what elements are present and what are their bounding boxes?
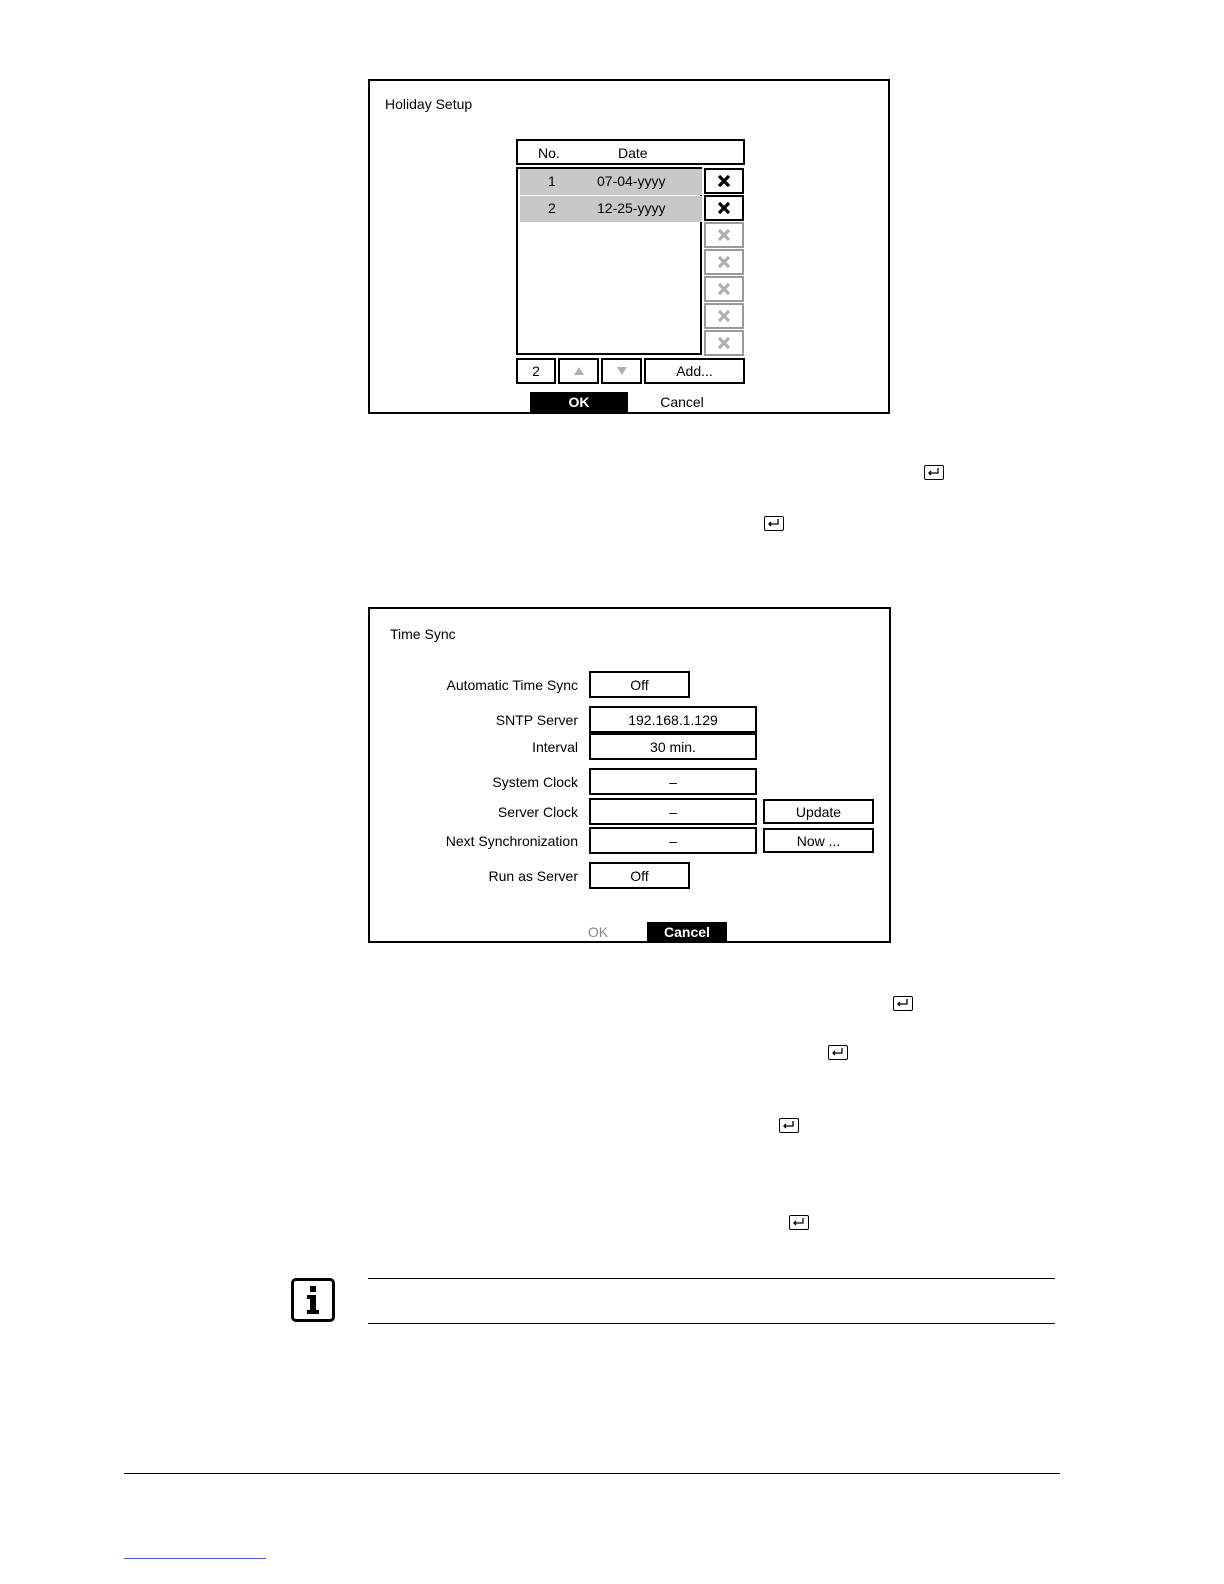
automatic-time-sync-toggle[interactable]: Off	[589, 671, 690, 698]
item-count: 2	[516, 358, 556, 384]
info-icon	[291, 1278, 335, 1322]
close-icon	[717, 336, 731, 350]
enter-key-icon	[893, 996, 913, 1011]
next-synchronization-label: Next Synchronization	[445, 833, 578, 849]
server-clock-value: –	[589, 798, 757, 825]
close-icon	[717, 174, 731, 188]
enter-key-icon	[924, 465, 944, 480]
run-as-server-toggle[interactable]: Off	[589, 862, 690, 889]
column-header-date: Date	[618, 145, 648, 161]
time-sync-dialog	[368, 607, 891, 943]
delete-row-button	[704, 222, 744, 248]
holiday-list	[516, 167, 702, 355]
cancel-button[interactable]: Cancel	[660, 394, 704, 410]
scroll-up-button[interactable]	[558, 358, 599, 384]
triangle-down-icon	[616, 366, 628, 376]
enter-key-icon	[764, 516, 784, 531]
dialog-title: Time Sync	[390, 626, 456, 642]
close-icon	[717, 255, 731, 269]
sntp-server-field[interactable]: 192.168.1.129	[589, 706, 757, 733]
server-clock-label: Server Clock	[497, 804, 578, 820]
row-date: 12-25-yyyy	[597, 200, 666, 216]
table-header	[516, 139, 745, 165]
system-clock-label: System Clock	[492, 774, 578, 790]
close-icon	[717, 282, 731, 296]
scroll-down-button[interactable]	[601, 358, 642, 384]
close-icon	[717, 228, 731, 242]
run-as-server-label: Run as Server	[488, 868, 578, 884]
enter-key-icon	[789, 1215, 809, 1230]
delete-row-button	[704, 249, 744, 275]
add-button[interactable]: Add...	[644, 358, 745, 384]
interval-select[interactable]: 30 min.	[589, 733, 757, 760]
next-synchronization-value: –	[589, 827, 757, 854]
enter-key-icon	[779, 1118, 799, 1133]
ok-button[interactable]: OK	[530, 392, 628, 412]
delete-row-button	[704, 276, 744, 302]
holiday-setup-dialog	[368, 79, 890, 414]
close-icon	[717, 201, 731, 215]
row-no: 1	[548, 173, 556, 189]
row-no: 2	[548, 200, 556, 216]
footer-link-underline	[124, 1558, 266, 1559]
column-header-no: No.	[538, 145, 560, 161]
triangle-up-icon	[573, 366, 585, 376]
delete-row-button	[704, 330, 744, 356]
table-row[interactable]	[520, 169, 702, 195]
footer-divider	[124, 1473, 1060, 1474]
note-divider-top	[368, 1278, 1055, 1279]
sntp-server-label: SNTP Server	[495, 712, 578, 728]
ok-button[interactable]: OK	[587, 924, 609, 940]
interval-label: Interval	[532, 739, 578, 755]
delete-row-button[interactable]	[704, 195, 744, 221]
table-row[interactable]	[520, 196, 702, 222]
close-icon	[717, 309, 731, 323]
note-divider-bottom	[368, 1323, 1055, 1324]
automatic-time-sync-label: Automatic Time Sync	[446, 677, 578, 693]
dialog-title: Holiday Setup	[385, 96, 473, 112]
cancel-button[interactable]: Cancel	[647, 922, 727, 942]
update-button[interactable]: Update	[763, 799, 874, 824]
enter-key-icon	[828, 1045, 848, 1060]
system-clock-value: –	[589, 768, 757, 795]
row-date: 07-04-yyyy	[597, 173, 666, 189]
delete-row-button	[704, 303, 744, 329]
now-button[interactable]: Now ...	[763, 828, 874, 853]
delete-row-button[interactable]	[704, 168, 744, 194]
